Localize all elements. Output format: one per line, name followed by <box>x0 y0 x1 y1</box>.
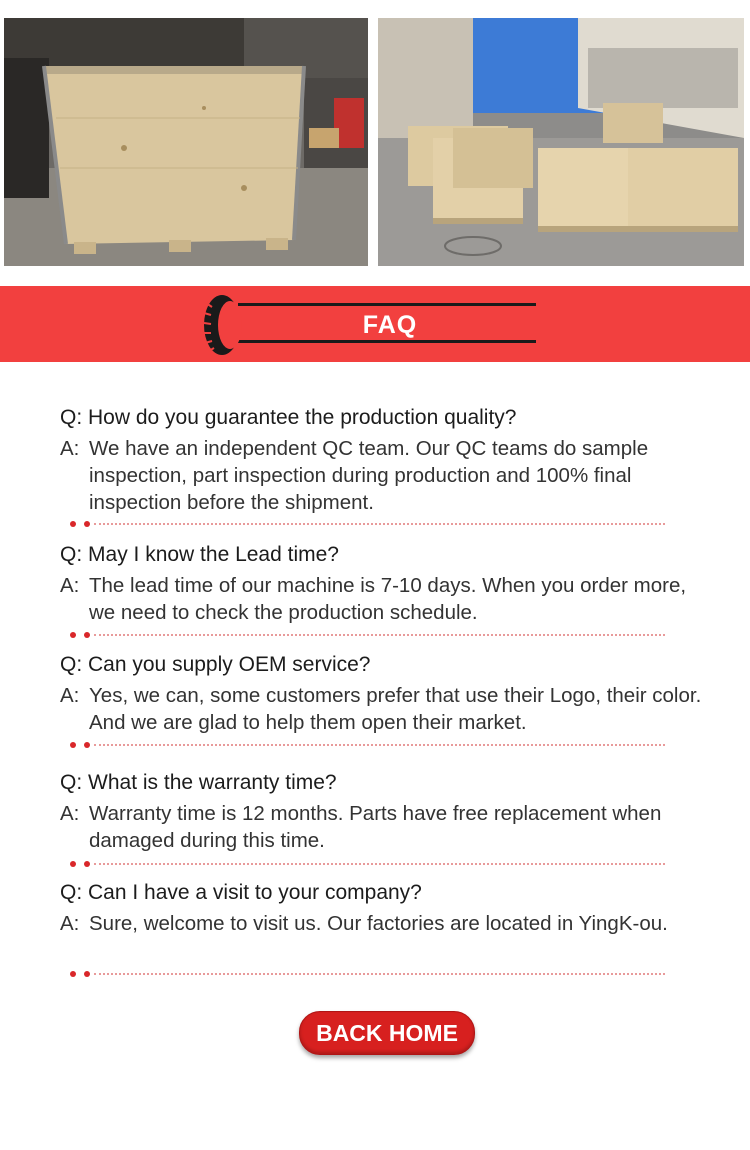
question-prefix: Q: <box>60 771 83 794</box>
question-prefix: Q: <box>60 543 83 566</box>
wooden-crate-warehouse-photo <box>4 18 368 266</box>
answer-text: Warranty time is 12 months. Parts have free replacement when damaged during this time. <box>89 802 662 852</box>
faq-question <box>60 404 710 432</box>
back-home-button[interactable]: BACK HOME <box>299 1011 475 1055</box>
faq-divider <box>70 741 665 749</box>
question-text: May I know the Lead time? <box>88 543 339 566</box>
faq-answer <box>60 800 710 854</box>
faq-item <box>60 769 710 854</box>
answer-prefix: A: <box>60 437 80 460</box>
question-text: What is the warranty time? <box>88 771 337 794</box>
answer-prefix: A: <box>60 912 80 935</box>
faq-item <box>60 879 710 937</box>
answer-text: We have an independent QC team. Our QC teams do sample inspection, part inspection during production and 100% final inspection before the shipment. <box>89 437 649 514</box>
faq-divider <box>70 970 665 978</box>
question-prefix: Q: <box>60 653 83 676</box>
faq-question <box>60 541 710 569</box>
faq-answer <box>60 572 710 626</box>
faq-item <box>60 651 710 736</box>
faq-item <box>60 541 710 626</box>
answer-text: The lead time of our machine is 7-10 days. When you order more, we need to check the production schedule. <box>89 574 687 624</box>
faq-question <box>60 651 710 679</box>
banner-top-line <box>238 303 536 306</box>
photo-strip <box>0 0 750 275</box>
question-text: Can I have a visit to your company? <box>88 881 422 904</box>
answer-prefix: A: <box>60 574 80 597</box>
faq-answer <box>60 682 710 736</box>
faq-divider <box>70 860 665 868</box>
faq-title: FAQ <box>362 311 418 339</box>
question-prefix: Q: <box>60 881 83 904</box>
question-text: How do you guarantee the production quality? <box>88 406 517 429</box>
answer-text: Yes, we can, some customers prefer that use their Logo, their color. And we are glad to help them open their market. <box>89 684 702 734</box>
faq-answer <box>60 910 710 937</box>
faq-question <box>60 769 710 797</box>
faq-item <box>60 404 710 516</box>
faq-divider <box>70 520 665 528</box>
faq-answer <box>60 435 710 516</box>
faq-question <box>60 879 710 907</box>
faq-divider <box>70 631 665 639</box>
answer-prefix: A: <box>60 802 80 825</box>
question-prefix: Q: <box>60 406 83 429</box>
question-text: Can you supply OEM service? <box>88 653 371 676</box>
crates-outdoor-yard-photo <box>378 18 744 266</box>
answer-text: Sure, welcome to visit us. Our factories are located in YingK-ou. <box>89 912 668 935</box>
answer-prefix: A: <box>60 684 80 707</box>
